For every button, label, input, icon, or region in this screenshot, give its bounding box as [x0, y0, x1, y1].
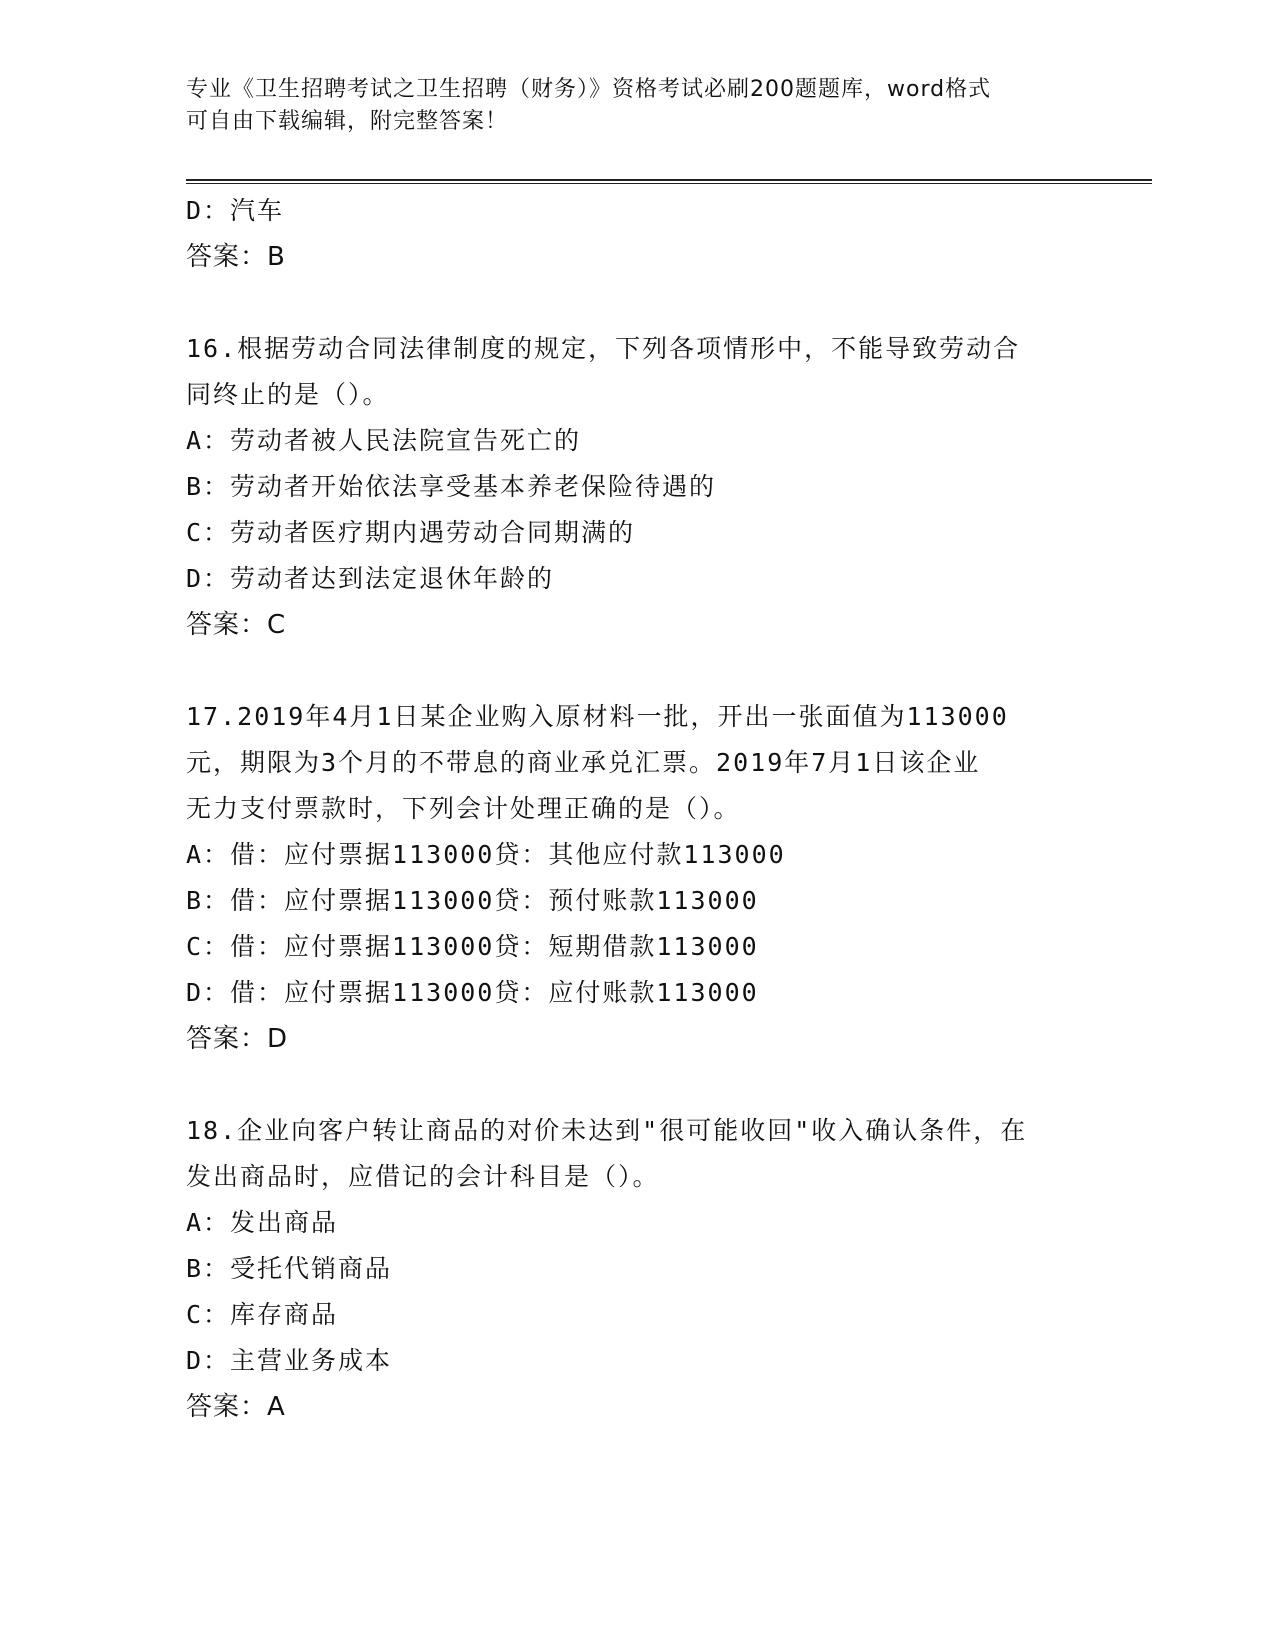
- spacer: [186, 648, 1086, 694]
- header-divider-thick: [186, 179, 1152, 181]
- q17-option-c: C：借：应付票据113000贷：短期借款113000: [186, 932, 759, 961]
- prev-option-d: D：汽车: [186, 196, 285, 225]
- q18-option-d: D：主营业务成本: [186, 1346, 393, 1375]
- header-line-1: 专业《卫生招聘考试之卫生招聘（财务）》资格考试必刷200题题库，word格式: [186, 77, 992, 102]
- document-header: [186, 74, 1066, 138]
- q18-option-c: C：库存商品: [186, 1300, 339, 1329]
- spacer: [186, 1062, 1086, 1108]
- question-18: [186, 1108, 1086, 1430]
- q18-stem-line-1: 18.企业向客户转让商品的对价未达到"很可能收回"收入确认条件，在: [186, 1116, 1028, 1145]
- q17-stem-line-2: 元，期限为3个月的不带息的商业承兑汇票。2019年7月1日该企业: [186, 748, 981, 777]
- q16-option-b: B：劳动者开始依法享受基本养老保险待遇的: [186, 472, 717, 501]
- q16-stem-line-2: 同终止的是（）。: [186, 380, 390, 409]
- q18-option-b: B：受托代销商品: [186, 1254, 393, 1283]
- question-17: [186, 694, 1086, 1062]
- q17-stem-line-3: 无力支付票款时，下列会计处理正确的是（）。: [186, 794, 741, 823]
- q16-stem-line-1: 16.根据劳动合同法律制度的规定，下列各项情形中，不能导致劳动合: [186, 334, 1021, 363]
- header-divider-thin: [186, 183, 1152, 184]
- q18-answer: 答案：A: [186, 1392, 286, 1422]
- prev-answer: 答案：B: [186, 242, 286, 272]
- header-line-2: 可自由下载编辑，附完整答案！: [186, 109, 509, 134]
- q17-answer: 答案：D: [186, 1024, 289, 1054]
- q17-option-a: A：借：应付票据113000贷：其他应付款113000: [186, 840, 786, 869]
- q16-option-a: A：劳动者被人民法院宣告死亡的: [186, 426, 582, 455]
- q16-answer: 答案：C: [186, 610, 287, 640]
- q16-option-c: C：劳动者医疗期内遇劳动合同期满的: [186, 518, 636, 547]
- question-16: [186, 326, 1086, 648]
- spacer: [186, 280, 1086, 326]
- q18-stem-line-2: 发出商品时，应借记的会计科目是（）。: [186, 1162, 660, 1191]
- q18-option-a: A：发出商品: [186, 1208, 339, 1237]
- question-content: [186, 188, 1086, 1430]
- q17-stem-line-1: 17.2019年4月1日某企业购入原材料一批，开出一张面值为113000: [186, 702, 1009, 731]
- q17-option-b: B：借：应付票据113000贷：预付账款113000: [186, 886, 759, 915]
- q16-option-d: D：劳动者达到法定退休年龄的: [186, 564, 555, 593]
- q17-option-d: D：借：应付票据113000贷：应付账款113000: [186, 978, 759, 1007]
